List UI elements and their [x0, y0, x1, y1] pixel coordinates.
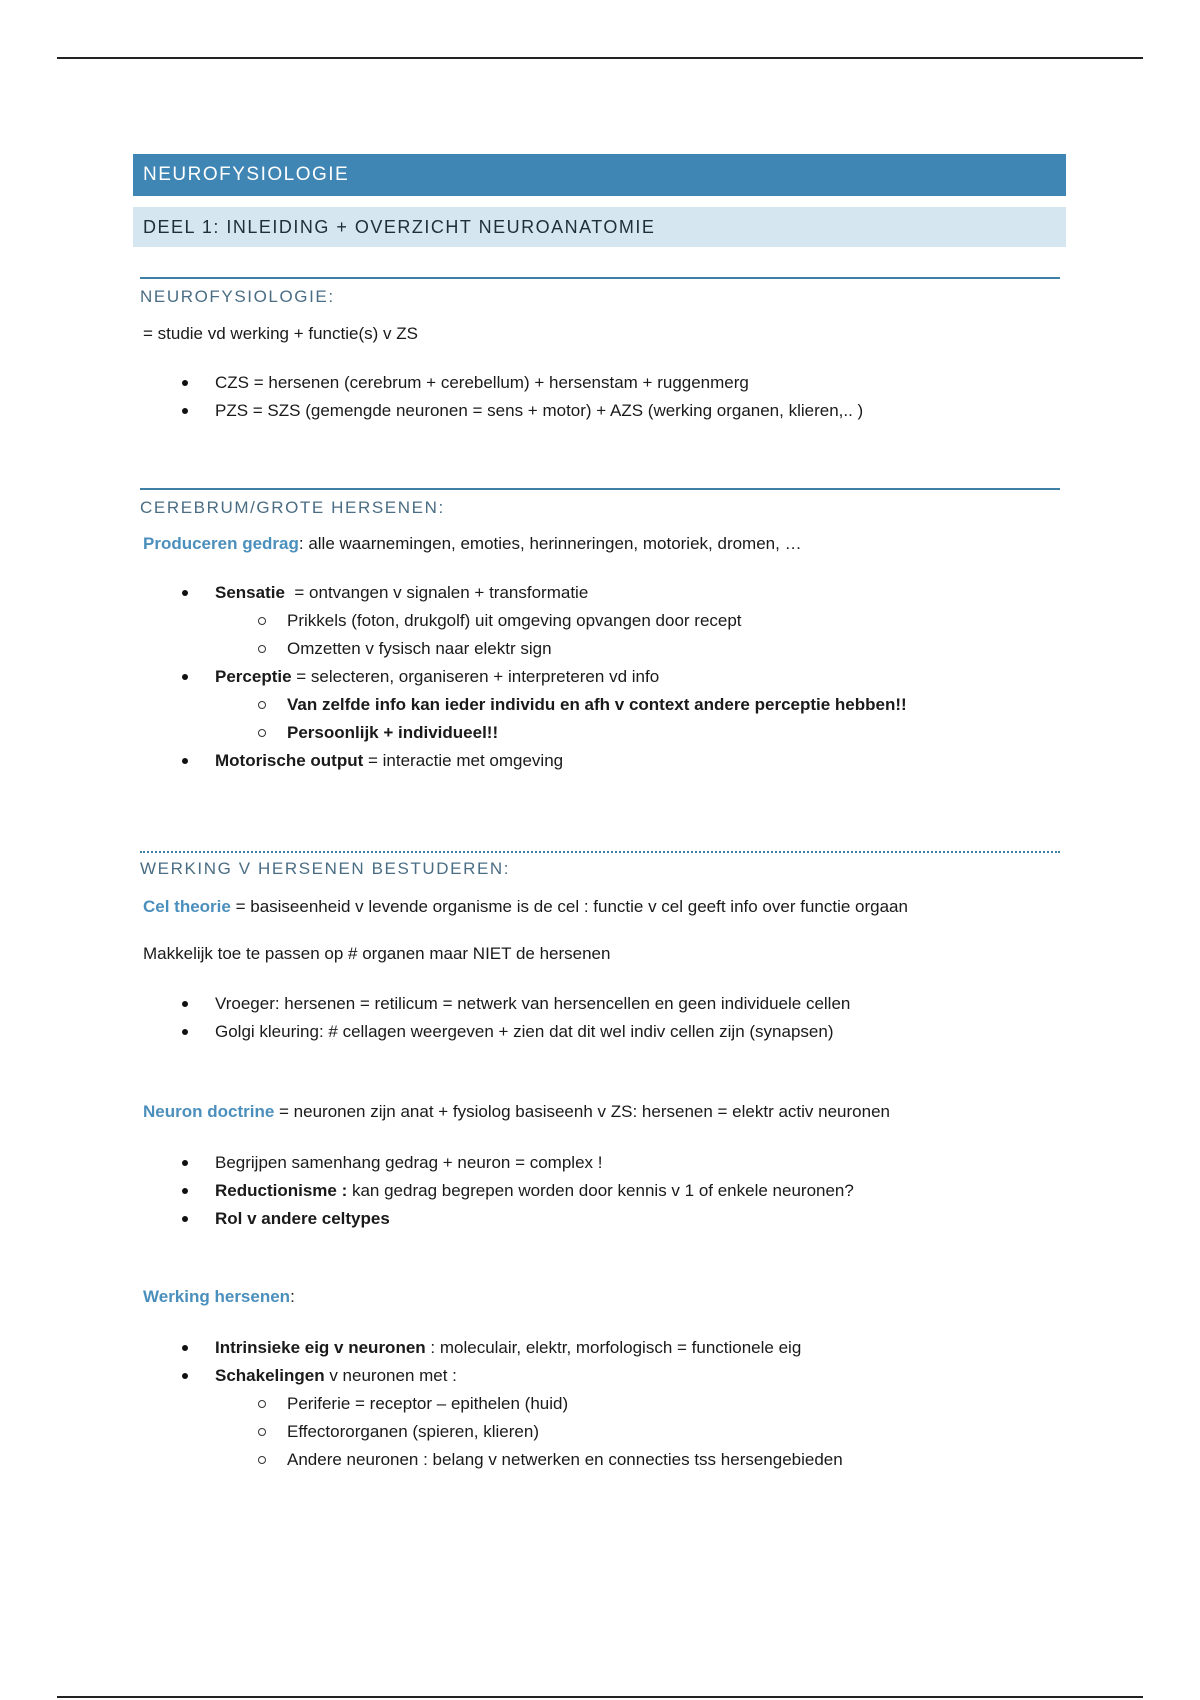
list-item: [143, 1177, 854, 1205]
sub-item-text: Van zelfde info kan ieder individu en afh v context andere perceptie hebben!!: [287, 695, 907, 714]
part-subtitle: DEEL 1: INLEIDING + OVERZICHT NEUROANATOMIE: [133, 207, 1066, 247]
accent-term: Produceren gedrag: [143, 534, 299, 553]
werking-hersenen-heading: [143, 1285, 295, 1309]
item-text: = ontvangen v signalen + transformatie: [284, 583, 589, 602]
section-heading: WERKING V HERSENEN BESTUDEREN:: [140, 859, 511, 878]
lead-text: : alle waarnemingen, emoties, herinneringen, motoriek, dromen, …: [298, 534, 802, 553]
list-item: PZS = SZS (gemengde neuronen = sens + motor) + AZS (werking organen, klieren,.. ): [143, 397, 863, 425]
sub-list: [215, 607, 907, 663]
neuron-doctrine-paragraph: [143, 1100, 890, 1124]
page-bottom-rule: [57, 1696, 1143, 1698]
item-text: = interactie met omgeving: [363, 751, 564, 770]
term: Rol v andere celtypes: [215, 1209, 390, 1228]
item-text: : moleculair, elektr, morfologisch = functionele eig: [425, 1338, 802, 1357]
term: Reductionisme :: [215, 1181, 348, 1200]
term: Intrinsieke eig v neuronen: [215, 1338, 426, 1357]
list-item: [143, 1205, 854, 1233]
section-cerebrum: [140, 488, 1060, 520]
sub-item: [215, 719, 907, 747]
term: Sensatie: [215, 583, 285, 602]
paragraph-text: = neuronen zijn anat + fysiolog basiseenh v ZS: hersenen = elektr activ neuronen: [274, 1102, 890, 1121]
document-title: NEUROFYSIOLOGIE: [133, 154, 1066, 196]
term: Perceptie: [215, 667, 292, 686]
sub-item: Andere neuronen : belang v netwerken en connecties tss hersengebieden: [215, 1446, 843, 1474]
accent-term: Neuron doctrine: [143, 1102, 275, 1121]
bullet-list: [143, 1334, 843, 1474]
term: Motorische output: [215, 751, 364, 770]
item-text: = selecteren, organiseren + interpreteren vd info: [291, 667, 660, 686]
list-item: [143, 663, 907, 747]
accent-term: Werking hersenen: [143, 1287, 291, 1306]
bullet-list: [143, 579, 907, 775]
cel-theorie-paragraph: [143, 895, 908, 919]
bullet-list: [143, 990, 850, 1046]
sub-item: Effectororganen (spieren, klieren): [215, 1418, 843, 1446]
heading-colon: :: [290, 1287, 295, 1306]
sub-item: Omzetten v fysisch naar elektr sign: [215, 635, 907, 663]
page-top-rule: [57, 57, 1143, 59]
section-rule: [140, 851, 1060, 853]
list-item: [143, 1334, 843, 1362]
accent-term: Cel theorie: [143, 897, 231, 916]
sub-item: Periferie = receptor – epithelen (huid): [215, 1390, 843, 1418]
list-item: Begrijpen samenhang gedrag + neuron = complex !: [143, 1149, 854, 1177]
lead-paragraph: [143, 532, 802, 556]
paragraph: Makkelijk toe te passen op # organen maar NIET de hersenen: [143, 944, 611, 963]
section-heading: NEUROFYSIOLOGIE:: [140, 287, 335, 306]
sub-item: [215, 691, 907, 719]
list-item: CZS = hersenen (cerebrum + cerebellum) + hersenstam + ruggenmerg: [143, 369, 863, 397]
paragraph-text: = basiseenheid v levende organisme is de cel : functie v cel geeft info over functie orgaan: [230, 897, 908, 916]
bullet-list: [143, 369, 863, 425]
sub-item: Prikkels (foton, drukgolf) uit omgeving opvangen door recept: [215, 607, 907, 635]
section-neurofysiologie: [140, 277, 1060, 309]
term: Schakelingen: [215, 1366, 325, 1385]
section-rule: [140, 488, 1060, 490]
list-item: Golgi kleuring: # cellagen weergeven + zien dat dit wel indiv cellen zijn (synapsen): [143, 1018, 850, 1046]
sub-item-text: Persoonlijk + individueel!!: [287, 723, 499, 742]
sub-list: [215, 1390, 843, 1474]
definition-text: = studie vd werking + functie(s) v ZS: [143, 324, 418, 343]
sub-list: [215, 691, 907, 747]
list-item: [143, 747, 907, 775]
list-item: Vroeger: hersenen = retilicum = netwerk van hersencellen en geen individuele cellen: [143, 990, 850, 1018]
list-item: [143, 579, 907, 663]
section-rule: [140, 277, 1060, 279]
bullet-list: [143, 1149, 854, 1233]
item-text: kan gedrag begrepen worden door kennis v 1 of enkele neuronen?: [347, 1181, 854, 1200]
list-item: [143, 1362, 843, 1474]
section-werking: [140, 851, 1060, 881]
item-text: v neuronen met :: [324, 1366, 457, 1385]
section-heading: CEREBRUM/GROTE HERSENEN:: [140, 498, 445, 517]
